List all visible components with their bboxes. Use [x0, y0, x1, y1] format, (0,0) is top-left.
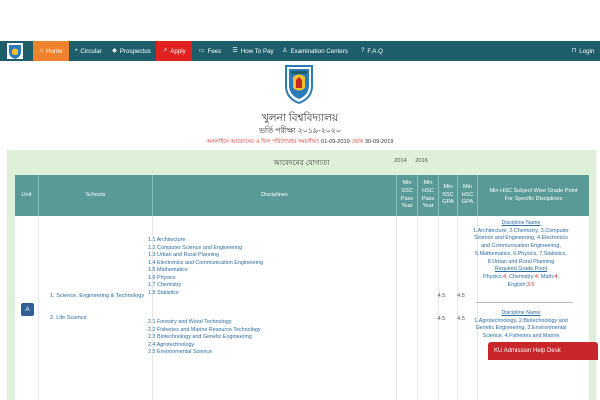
discipline-list-2	[148, 319, 378, 357]
grade-block-1	[469, 220, 573, 289]
discipline-name-label: Discipline Name	[501, 310, 541, 316]
schools-column	[39, 216, 153, 400]
nav-how-to-pay[interactable]: ☰ How To Pay	[232, 47, 274, 55]
discipline-item: 1.1 Architecture	[148, 237, 186, 243]
university-logo-small[interactable]	[6, 42, 24, 60]
help-desk-button[interactable]: KU Admission Help Desk	[488, 342, 598, 360]
grade-disciplines-line: 5.Mathematics, 6.Physics, 7.Statistics,	[475, 250, 567, 257]
header-unit: Unit	[15, 175, 39, 216]
nav-fees[interactable]: ▭ Fees	[198, 47, 222, 55]
discipline-item: 2.3 Biotechnology and Genetic Engineering	[148, 334, 252, 340]
grade-disciplines-line: Genetic Engineering, 3.Environmental	[475, 325, 567, 332]
grade-disciplines-line: 1.Architecture, 2.Chemistry, 3.Computer	[473, 227, 569, 234]
discipline-item: 1.5 Mathematics	[148, 267, 188, 273]
header-grade-points: Min HSC Subject Wise Grade Point For Specific Disciplines	[489, 187, 578, 202]
min-hsc-year: 2016	[415, 158, 428, 164]
discipline-item: 1.2 Computer Science and Engineering	[148, 244, 243, 251]
nav-login[interactable]: ⊓ Login	[571, 47, 595, 55]
min-ssc-gpa: 4.5	[437, 293, 446, 299]
discipline-item: 2.2 Fisheries and Marine Resource Technology	[148, 326, 261, 333]
discipline-item: 2.1 Forestry and Wood Technology	[148, 319, 232, 325]
home-icon: ⌂	[39, 48, 44, 54]
header-min-ssc-gpa: Min SSC GPA	[439, 175, 458, 216]
money-icon: ▭	[198, 48, 205, 54]
date-to: 30-09-2019	[364, 139, 394, 145]
min-ssc-year: 2014	[394, 158, 407, 164]
date-from: 01-09-2019	[321, 139, 350, 145]
date-label: অনলাইনে আবেদনের ও ফিস পরিশোধের সময়সীমা:	[206, 139, 320, 145]
lock-icon: ⊓	[571, 48, 577, 54]
university-logo	[284, 64, 314, 104]
pin-icon: •	[75, 48, 78, 54]
navbar	[0, 41, 600, 61]
header-min-hsc-gpa: Min HSC GPA	[458, 175, 478, 216]
nav-home[interactable]: ⌂ Home	[33, 41, 69, 61]
discipline-item: 1.4 Electronics and Communication Engineering	[148, 259, 264, 266]
exam-title: ভর্তি পরীক্ষা ২০১৯-২০২০	[259, 126, 341, 135]
nav-faq[interactable]: ? F.A.Q	[361, 47, 383, 55]
discipline-item: 1.6 Physics	[148, 274, 176, 281]
discipline-item: 1.8 Statistics	[148, 289, 179, 296]
discipline-list-1	[148, 237, 378, 297]
discipline-name-label: Discipline Name	[501, 220, 541, 226]
application-dates	[0, 138, 600, 147]
eligibility-title: আবেদনের যোগ্যতা	[273, 158, 330, 167]
school-item: 2. Life Science	[50, 315, 87, 321]
header-schools: Schools	[39, 175, 153, 216]
nav-circular[interactable]: • Circular	[75, 47, 102, 55]
tag-icon: ◆	[112, 48, 117, 54]
grade-block-2	[469, 310, 573, 341]
header-min-hsc-year: Min HSC Pass Year	[418, 175, 439, 216]
grade-divider	[476, 302, 573, 303]
school-item: 1. Science, Engineering & Technology	[50, 293, 145, 299]
grade-disciplines-line: 1.Agrotechnology, 2.Biotechnology and	[474, 317, 568, 324]
nav-examination-centers[interactable]: ♙ Examination Centers	[282, 47, 348, 55]
nav-apply[interactable]: ↗ Apply	[156, 41, 192, 61]
date-separator: থেকে	[351, 139, 364, 145]
required-grade-line: English:3.5	[507, 281, 535, 288]
ssc-year-column	[397, 216, 418, 400]
table-header	[15, 175, 589, 216]
required-grade-line: Physics:4, Chemistry:4, Math:4,	[483, 273, 559, 280]
min-hsc-gpa: 4.5	[457, 293, 465, 299]
grade-disciplines-line: Science, 4.Fisheries and Marine	[482, 333, 560, 340]
discipline-item: 1.7 Chemistry	[148, 282, 182, 288]
grade-disciplines-line: 8.Urban and Rural Planning	[487, 258, 555, 265]
unit-a-button[interactable]: A	[21, 303, 34, 316]
min-ssc-gpa: 4.5	[437, 316, 446, 322]
discipline-item: 1.3 Urban and Rural Planning	[148, 252, 220, 258]
list-icon: ☰	[232, 48, 238, 54]
required-grade-label: Required Grade Point	[494, 266, 548, 273]
grade-disciplines-line: Science and Engineering, 4.Electronics	[474, 235, 568, 242]
header-min-ssc-year: Min SSC Pass Year	[397, 175, 418, 216]
ssc-gpa-column	[439, 216, 458, 400]
university-name: খুলনা বিশ্ববিদ্যালয়	[261, 112, 339, 124]
discipline-item: 2.4 Agrotechnology	[148, 341, 195, 348]
grade-disciplines-line: and Communication Engineering,	[481, 243, 561, 250]
nav-prospectus[interactable]: ◆ Prospectus	[112, 47, 151, 55]
external-link-icon: ↗	[162, 48, 168, 54]
user-icon: ♙	[282, 48, 288, 54]
min-hsc-gpa: 4.5	[457, 316, 465, 322]
discipline-item: 2.5 Environmental Science	[148, 349, 213, 355]
question-icon: ?	[361, 48, 365, 54]
header-disciplines: Disciplines	[153, 175, 397, 216]
hsc-year-column	[418, 216, 439, 400]
